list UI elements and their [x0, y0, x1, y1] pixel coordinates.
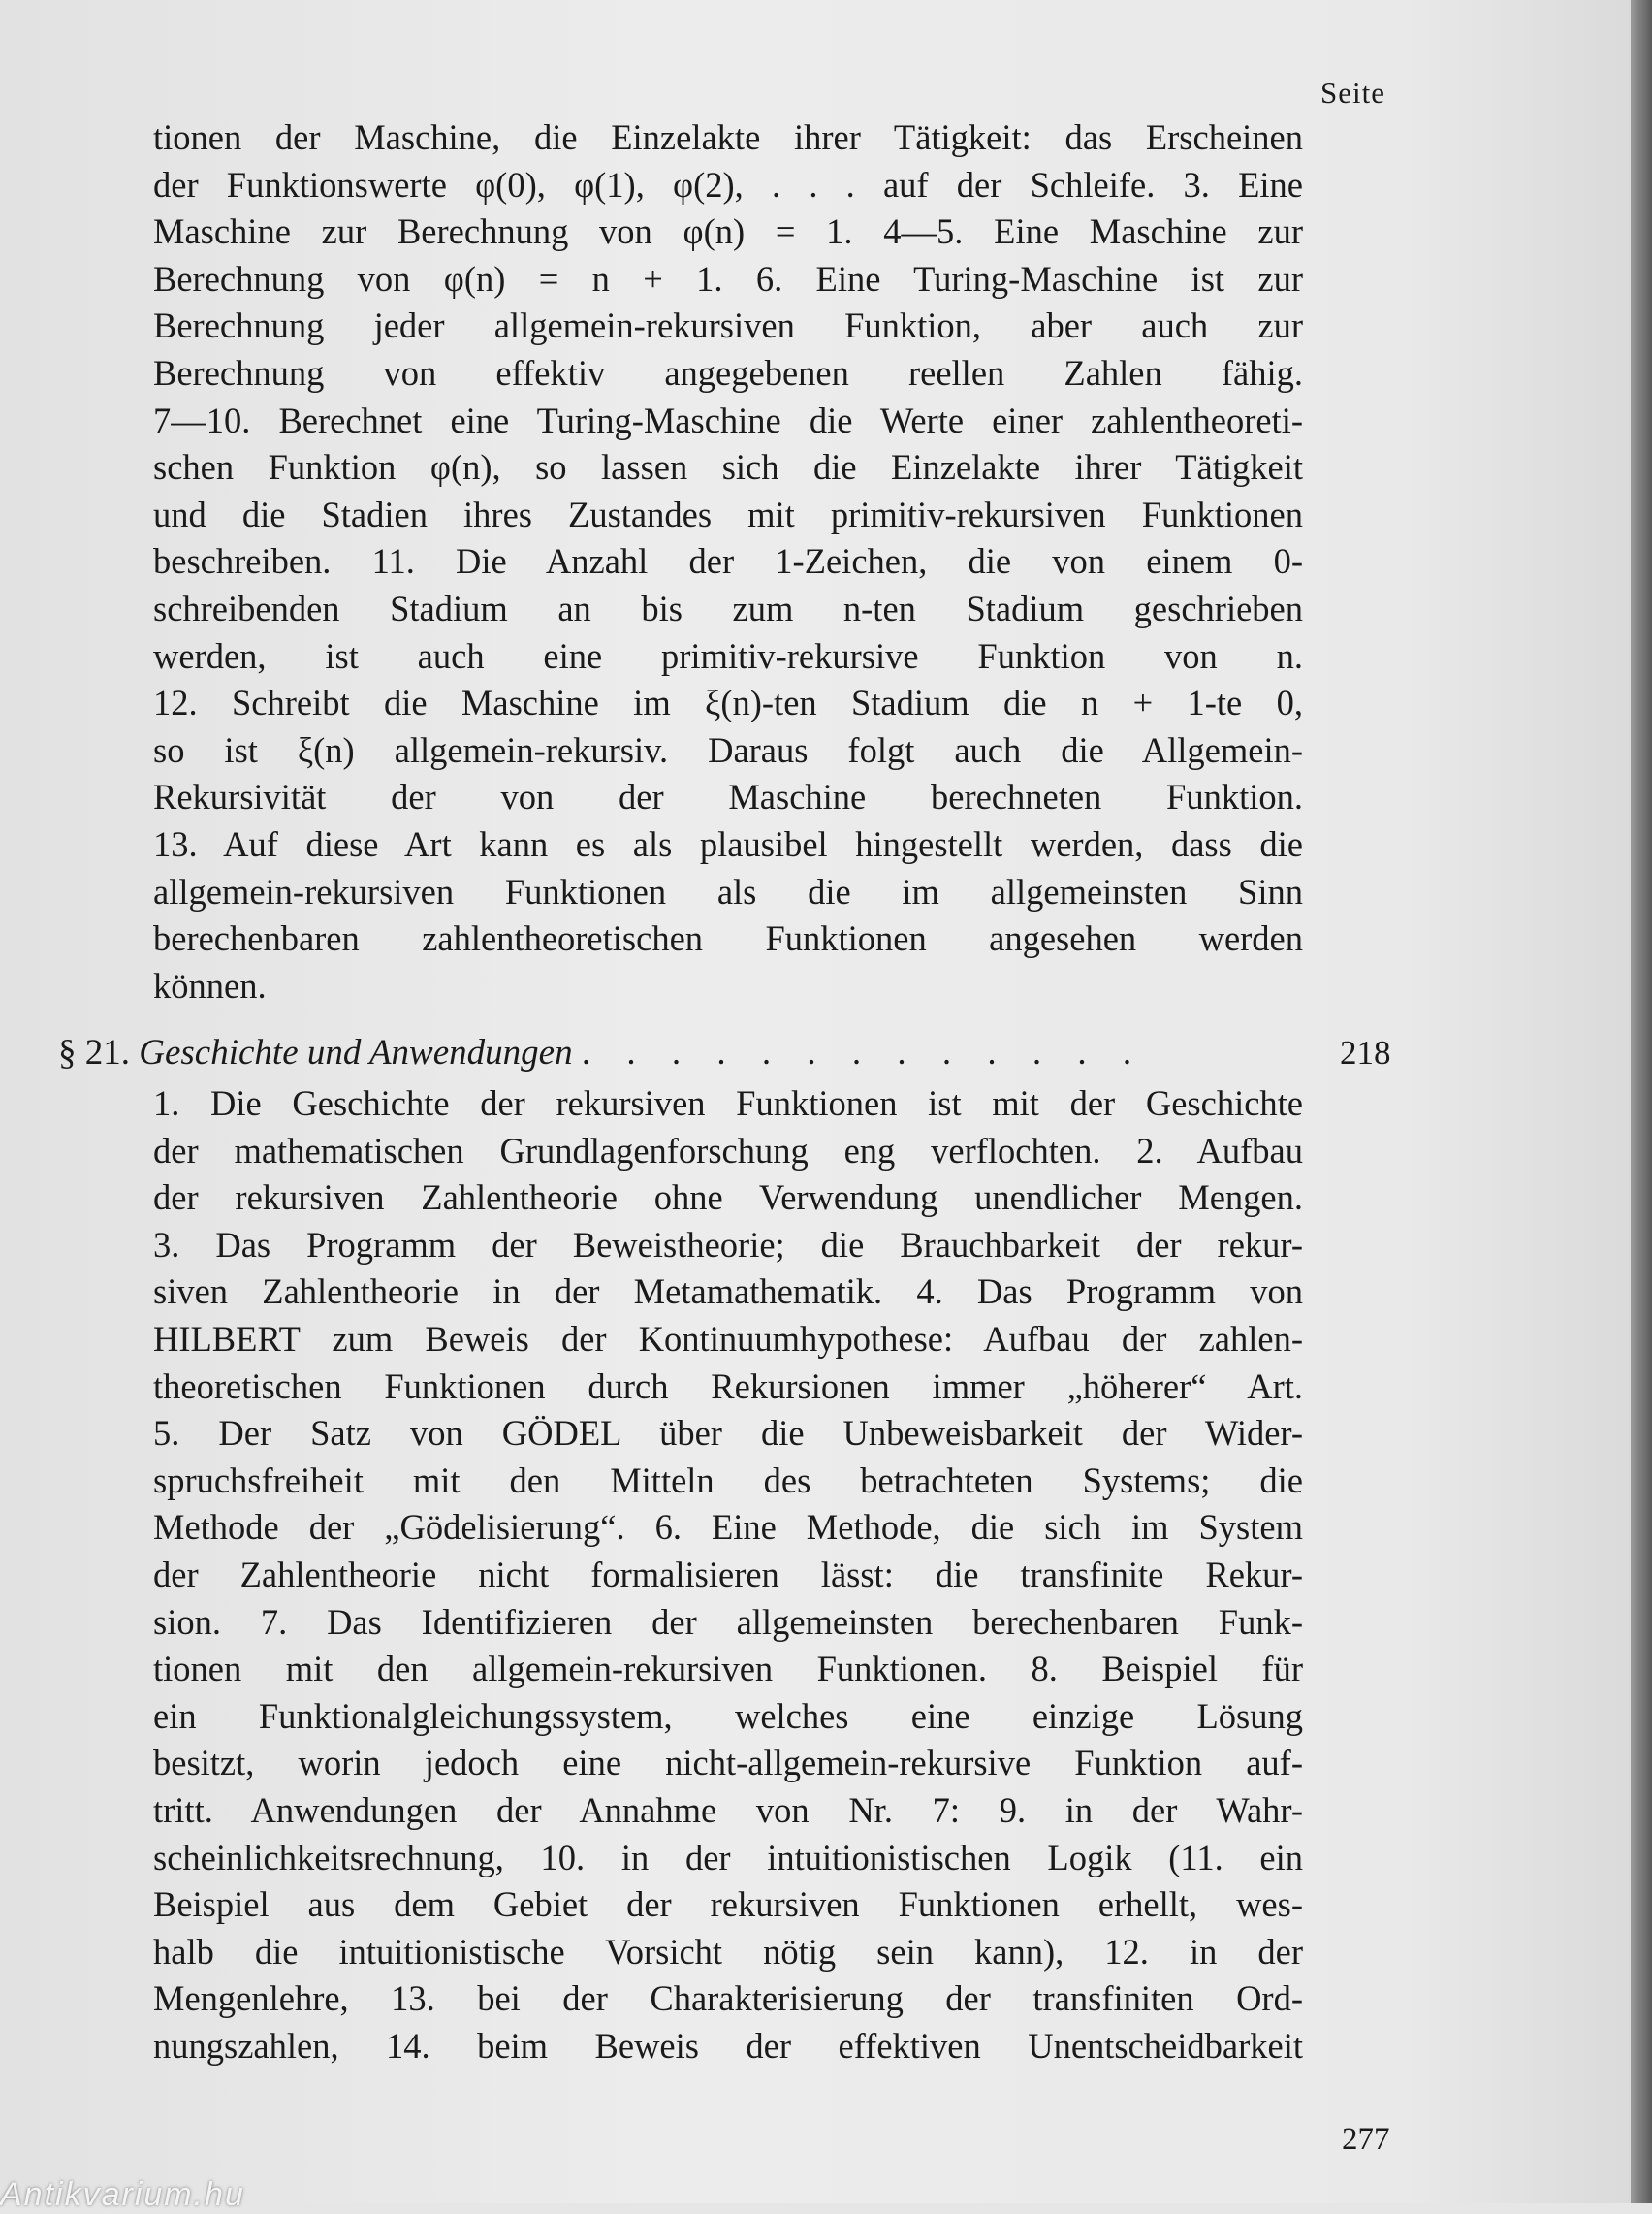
text-line: theoretischen Funktionen durch Rekursionen immer „höherer“ Art.	[153, 1365, 1303, 1406]
text-line: der rekursiven Zahlentheorie ohne Verwendung unendlicher Mengen.	[153, 1177, 1303, 1218]
section-heading	[58, 1030, 1391, 1076]
text-line: spruchsfreiheit mit den Mitteln des betrachteten Systems; die	[153, 1460, 1303, 1500]
text-line: werden, ist auch eine primitiv-rekursive Funktion von n.	[153, 635, 1303, 676]
text-line: 5. Der Satz von GÖDEL über die Unbeweisbarkeit der Wider-	[153, 1413, 1303, 1454]
text-line: beschreiben. 11. Die Anzahl der 1-Zeichen, die von einem 0-	[153, 541, 1303, 582]
page-edge	[1631, 0, 1652, 2203]
text-line: berechenbaren zahlentheoretischen Funktionen angesehen werden	[153, 918, 1303, 959]
text-line: Maschine zur Berechnung von φ(n) = 1. 4—5. Eine Maschine zur	[153, 211, 1303, 252]
text-line: der Zahlentheorie nicht formalisieren lässt: die transfinite Rekur-	[153, 1554, 1303, 1594]
text-line: HILBERT zum Beweis der Kontinuumhypothese: Aufbau der zahlen-	[153, 1318, 1303, 1359]
text-line: Berechnung von φ(n) = n + 1. 6. Eine Turing-Maschine ist zur	[153, 258, 1303, 299]
text-line: der Funktionswerte φ(0), φ(1), φ(2), . . . auf der Schleife. 3. Eine	[153, 164, 1303, 205]
toc-entry-continuation	[153, 114, 1303, 1010]
text-line: halb die intuitionistische Vorsicht nötig sein kann), 12. in der	[153, 1931, 1303, 1972]
text-line: 3. Das Programm der Beweistheorie; die Brauchbarkeit der rekur-	[153, 1224, 1303, 1265]
text-line: Berechnung jeder allgemein-rekursiven Funktion, aber auch zur	[153, 305, 1303, 346]
section-number: § 21.	[58, 1033, 130, 1073]
text-line: allgemein-rekursiven Funktionen als die im allgemeinsten Sinn	[153, 871, 1303, 912]
text-line: besitzt, worin jedoch eine nicht-allgemein-rekursive Funktion auf-	[153, 1743, 1303, 1783]
toc-entry-contents	[153, 1080, 1303, 2070]
text-line: der mathematischen Grundlagenforschung eng verflochten. 2. Aufbau	[153, 1130, 1303, 1171]
section-title: Geschichte und Anwendungen	[139, 1033, 573, 1073]
column-header-seite: Seite	[1320, 76, 1385, 110]
text-line: tritt. Anwendungen der Annahme von Nr. 7: 9. in der Wahr-	[153, 1789, 1303, 1830]
text-line: scheinlichkeitsrechnung, 10. in der intuitionistischen Logik (11. ein	[153, 1837, 1303, 1877]
text-line: können.	[153, 965, 267, 1006]
text-line: 12. Schreibt die Maschine im ξ(n)-ten Stadium die n + 1-te 0,	[153, 683, 1303, 723]
text-line: siven Zahlentheorie in der Metamathematik. 4. Das Programm von	[153, 1271, 1303, 1312]
text-line: und die Stadien ihres Zustandes mit primitiv-rekursiven Funktionen	[153, 494, 1303, 534]
text-line: Methode der „Gödelisierung“. 6. Eine Methode, die sich im System	[153, 1507, 1303, 1548]
text-line: Beispiel aus dem Gebiet der rekursiven Funktionen erhellt, wes-	[153, 1884, 1303, 1925]
text-line: schen Funktion φ(n), so lassen sich die Einzelakte ihrer Tätigkeit	[153, 447, 1303, 488]
section-page-number: 218	[1340, 1034, 1391, 1072]
text-line: Rekursivität der von der Maschine berechneten Funktion.	[153, 777, 1303, 818]
text-line: nungszahlen, 14. beim Beweis der effektiven Unentscheidbarkeit	[153, 2025, 1303, 2066]
text-line: tionen mit den allgemein-rekursiven Funktionen. 8. Beispiel für	[153, 1649, 1303, 1689]
text-line: 13. Auf diese Art kann es als plausibel hingestellt werden, dass die	[153, 823, 1303, 864]
page-number: 277	[1342, 2122, 1390, 2157]
text-line: sion. 7. Das Identifizieren der allgemeinsten berechenbaren Funk-	[153, 1601, 1303, 1642]
text-line: 1. Die Geschichte der rekursiven Funktionen ist mit der Geschichte	[153, 1083, 1303, 1123]
text-line: tionen der Maschine, die Einzelakte ihrer Tätigkeit: das Erscheinen	[153, 117, 1303, 157]
text-line: ein Funktionalgleichungssystem, welches eine einzige Lösung	[153, 1695, 1303, 1736]
leader-dots: . . . . . . . . . . . . .	[581, 1033, 1146, 1073]
watermark: Antikvarium.hu	[0, 2176, 245, 2213]
text-line: 7—10. Berechnet eine Turing-Maschine die Werte einer zahlentheoreti-	[153, 400, 1303, 440]
text-line: schreibenden Stadium an bis zum n-ten Stadium geschrieben	[153, 588, 1303, 628]
text-line: Mengenlehre, 13. bei der Charakterisierung der transfiniten Ord-	[153, 1978, 1303, 2019]
text-line: Berechnung von effektiv angegebenen reellen Zahlen fähig.	[153, 352, 1303, 393]
text-line: so ist ξ(n) allgemein-rekursiv. Daraus folgt auch die Allgemein-	[153, 729, 1303, 770]
